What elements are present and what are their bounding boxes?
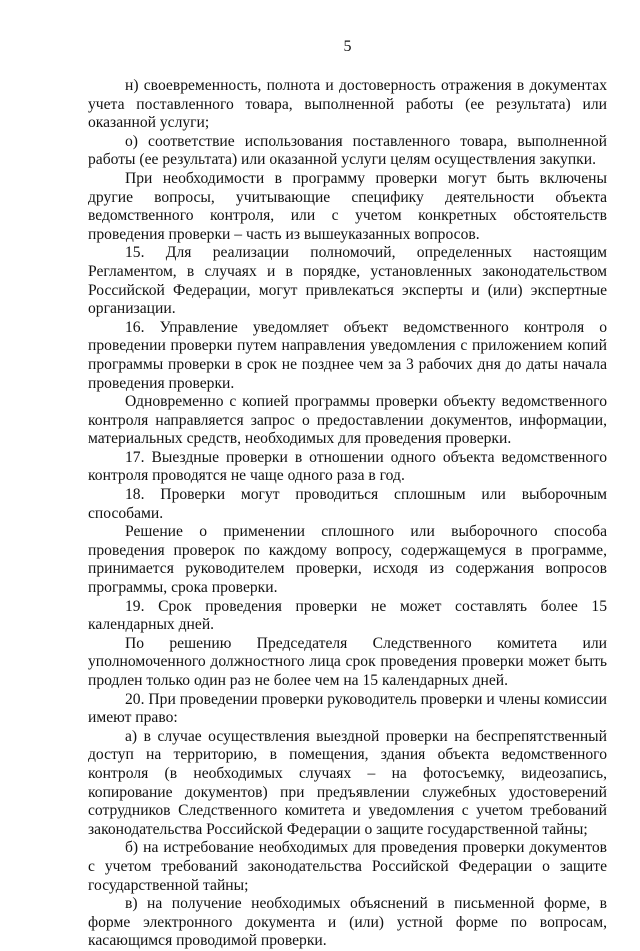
paragraph-16: 16. Управление уведомляет объект ведомственного контроля о проведении проверки путем направления уведомления с приложением копий программы проверки в срок не позднее чем за 3 рабочих дня до даты начала проведения проверки.: [88, 318, 607, 392]
paragraph-18: 18. Проверки могут проводиться сплошным или выборочным способами.: [88, 486, 607, 522]
paragraph-17: 17. Выездные проверки в отношении одного объекта ведомственного контроля проводятся не чаще одного раза в год.: [88, 448, 607, 485]
paragraph-n: н) своевременность, полнота и достоверность отражения в документах учета поставленного товара, выполненной работы (ее результата) или оказанной услуги;: [88, 77, 607, 132]
paragraph-20-b: б) на истребование необходимых для проведения проверки документов с учетом требований законодательства Российской Федерации о защите государственной тайны;: [88, 839, 607, 894]
paragraph-19: 19. Срок проведения проверки не может составлять более 15 календарных дней.: [88, 597, 607, 634]
paragraph-additional-questions: При необходимости в программу проверки могут быть включены другие вопросы, учитывающие специфику деятельности объекта ведомственного контроля, или с учетом конкретных обстоятельств проведения проверки – часть из вышеуказанных вопросов.: [88, 169, 607, 243]
page-number: 5: [343, 38, 352, 55]
paragraph-20-a: а) в случае осуществления выездной проверки на беспрепятственный доступ на территорию, в помещения, здания объекта ведомственного контроля (в необходимых случаях – на фотосъемку, видеозапись, копирование документов) при предъявлении служебных удостоверений сотрудников Следственного комитета и уведомления с учетом требований законодательства Российской Федерации о защите государственной тайны;: [88, 727, 607, 838]
document-body: [88, 77, 607, 951]
paragraph-15: 15. Для реализации полномочий, определенных настоящим Регламентом, в случаях и в порядке, установленных законодательством Российской Федерации, могут привлекаться эксперты и (или) экспертные организации.: [88, 244, 607, 318]
paragraph-o: о) соответствие использования поставленного товара, выполненной работы (ее результата) или оказанной услуги целям осуществления закупки.: [88, 132, 607, 169]
paragraph-18-decision: Решение о применении сплошного или выборочного способа проведения проверок по каждому вопросу, содержащемуся в программе, принимается руководителем проверки, исходя из содержания вопросов программы, срока проверки.: [88, 523, 607, 597]
paragraph-16-request: Одновременно с копией программы проверки объекту ведомственного контроля направляется запрос о предоставлении документов, информации, материальных средств, необходимых для проведения проверки.: [88, 393, 607, 448]
paragraph-20: 20. При проведении проверки руководитель проверки и члены комиссии имеют право:: [88, 690, 607, 727]
paragraph-19-extension: По решению Председателя Следственного комитета или уполномоченного должностного лица срок проведения проверки может быть продлен только один раз не более чем на 15 календарных дней.: [88, 634, 607, 689]
paragraph-20-v: в) на получение необходимых объяснений в письменной форме, в форме электронного документа и (или) устной форме по вопросам, касающимся проводимой проверки.: [88, 895, 607, 950]
